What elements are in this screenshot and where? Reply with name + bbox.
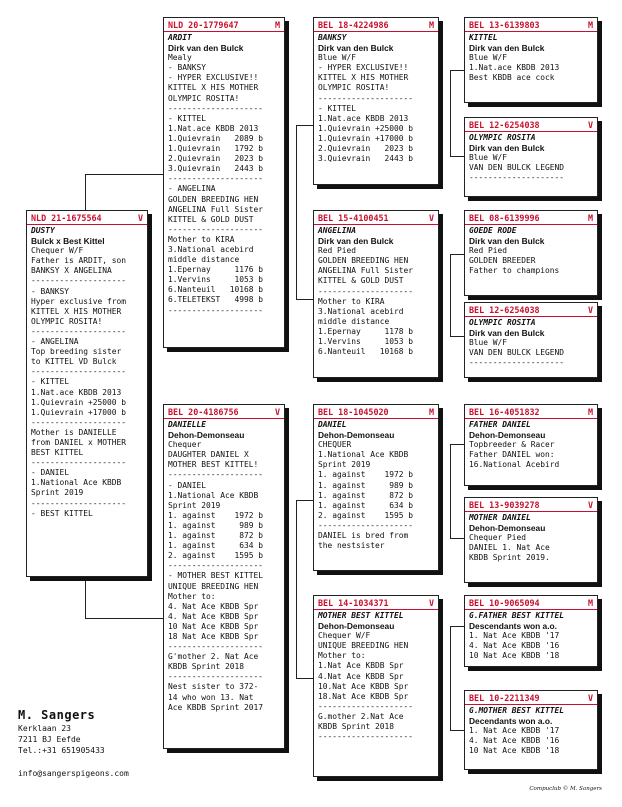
info-line: - HYPER EXCLUSIVE!! <box>318 63 409 73</box>
info-line: G.mother 2.Nat Ace <box>318 711 404 721</box>
info-line: 1.Vervins 1053 b <box>168 275 264 285</box>
pigeon-name: GOEDE RODE <box>469 226 517 235</box>
info-line: UNIQUE BREEDING HEN <box>168 581 259 591</box>
info-line: OLYMPIC ROSITA! <box>168 93 240 103</box>
ring-number: BEL 20-4186756 <box>168 407 239 417</box>
info-line: -------------------- <box>469 358 565 368</box>
info-line: GOLDEN BREEDING HEN <box>168 194 259 204</box>
connector-line <box>85 578 86 618</box>
info-line: - BANKSY <box>168 63 207 73</box>
info-line: Chequer W/F <box>31 246 84 256</box>
info-line: 1.Quievrain 2089 b <box>168 133 264 143</box>
connector-line <box>450 626 451 730</box>
info-line: 2.Quievrain 2023 b <box>168 154 264 164</box>
sex-label: V <box>587 693 593 703</box>
owner-phone: Tel.:+31 651905433 <box>18 746 105 755</box>
info-line: Blue W/F <box>318 53 357 63</box>
connector-line <box>450 444 464 445</box>
card-header <box>465 20 597 32</box>
info-line: -------------------- <box>318 93 414 103</box>
info-line: middle distance <box>318 316 390 326</box>
info-line: Nest sister to 372- <box>168 682 259 692</box>
breeder-name: Descendants won a.o. <box>469 621 557 632</box>
info-line: -------------------- <box>168 174 264 184</box>
pigeon-name: DANIELLE <box>168 420 207 429</box>
info-line: Mother to KIRA <box>318 296 385 306</box>
info-line: DAUGHTER DANIEL X <box>168 450 249 460</box>
info-line: -------------------- <box>168 672 264 682</box>
info-line: Sprint 2019 <box>168 500 221 510</box>
info-line: -------------------- <box>31 367 127 377</box>
ring-number: BEL 18-4224986 <box>318 20 389 30</box>
info-line: 1. against 634 b <box>168 541 264 551</box>
card-header <box>465 213 597 225</box>
info-line: Red Pied <box>469 246 508 256</box>
owner-block <box>18 707 105 756</box>
info-line: -------------------- <box>31 417 127 427</box>
info-line: 1.Quievrain +17000 b <box>31 407 127 417</box>
info-line: 10 Nat Ace KBDB '18 <box>469 746 560 756</box>
pigeon-card-father-father[interactable] <box>313 17 439 185</box>
info-line: -------------------- <box>318 732 414 742</box>
info-line: - HYPER EXCLUSIVE!! <box>168 73 259 83</box>
info-line: 1. against 1972 b <box>318 470 414 480</box>
connector-line <box>85 618 163 619</box>
info-line: 10 Nat Ace KBDB Spr <box>168 621 259 631</box>
ring-number: BEL 13-6139803 <box>469 20 540 30</box>
info-line: Chequer <box>168 440 202 450</box>
breeder-name: Dirk van den Bulck <box>469 328 545 339</box>
info-line: Red Pied <box>318 246 357 256</box>
breeder-name: Dirk van den Bulck <box>469 236 545 247</box>
info-line: Mother to: <box>318 651 366 661</box>
pigeon-name: BANKSY <box>318 33 347 42</box>
card-header <box>465 693 597 705</box>
sex-label: M <box>587 20 593 30</box>
info-line: 18.Nat Ace KBDB Spr <box>318 691 409 701</box>
pigeon-name: ANGELINA <box>318 226 357 235</box>
breeder-name: Dirk van den Bulck <box>168 43 244 54</box>
info-line: to KITTEL VD Bulck <box>31 357 117 367</box>
breeder-name: Dehon-Demonseau <box>168 430 245 441</box>
info-line: from DANIEL x MOTHER <box>31 437 127 447</box>
ring-number: BEL 18-1045020 <box>318 407 389 417</box>
info-line: 1.Nat.ace KBDB 2013 <box>31 387 122 397</box>
info-line: middle distance <box>168 255 240 265</box>
pigeon-card-fmm[interactable] <box>464 302 598 378</box>
breeder-name: Dehon-Demonseau <box>469 523 546 534</box>
breeder-name: Decendants won a.o. <box>469 716 553 727</box>
info-line: - MOTHER BEST KITTEL <box>168 571 264 581</box>
info-line: Father is ARDIT, son <box>31 256 127 266</box>
info-line: the nestsister <box>318 541 385 551</box>
footer-credit: Compuclub © M. Sangers <box>529 786 602 792</box>
connector-line <box>450 254 451 336</box>
info-line: -------------------- <box>318 286 414 296</box>
info-line: -------------------- <box>168 103 264 113</box>
pigeon-name: G.MOTHER BEST KITTEL <box>469 706 565 715</box>
info-line: 1.Nat.ace KBDB 2013 <box>469 63 560 73</box>
owner-address-line: Kerklaan 23 <box>18 724 71 733</box>
card-header <box>465 305 597 317</box>
info-line: BANKSY X ANGELINA <box>31 266 112 276</box>
info-line: 2.Quievrain 2023 b <box>318 144 414 154</box>
sex-label: M <box>274 20 280 30</box>
connector-line <box>296 678 313 679</box>
connector-line <box>450 444 451 538</box>
sex-label: V <box>587 305 593 315</box>
info-line: Blue W/F <box>469 338 508 348</box>
connector-line <box>450 70 464 71</box>
connector-line <box>450 254 464 255</box>
info-line: 2. against 1595 b <box>168 551 264 561</box>
info-line: GOLDEN BREEDING HEN <box>318 256 409 266</box>
info-line: -------------------- <box>168 470 264 480</box>
card-header <box>314 407 438 419</box>
info-line: 1.Epernay 1176 b <box>168 265 264 275</box>
info-line: 4. Nat Ace KBDB '16 <box>469 736 560 746</box>
info-line: 4. Nat Ace KBDB '16 <box>469 641 560 651</box>
info-line: 4. Nat Ace KBDB Spr <box>168 601 259 611</box>
connector-line <box>296 125 313 126</box>
card-header <box>465 407 597 419</box>
info-line: 1.Epernay 1178 b <box>318 326 414 336</box>
info-line: Sprint 2019 <box>318 460 371 470</box>
pigeon-name: OLYMPIC ROSITA <box>469 133 536 142</box>
ring-number: BEL 16-4051832 <box>469 407 540 417</box>
info-line: - BEST KITTEL <box>31 508 93 518</box>
pigeon-name: FATHER DANIEL <box>469 420 531 429</box>
breeder-name: Dirk van den Bulck <box>469 143 545 154</box>
pigeon-card-mff[interactable] <box>464 404 598 486</box>
info-line: 1.National Ace KBDB <box>318 450 409 460</box>
info-line: Hyper exclusive from <box>31 296 127 306</box>
info-line: 1.Quievrain +25000 b <box>31 397 127 407</box>
pigeon-card-fff[interactable] <box>464 17 598 103</box>
info-line: 4.Nat Ace KBDB Spr <box>318 671 404 681</box>
card-header <box>164 20 284 32</box>
breeder-name: Dirk van den Bulck <box>318 236 394 247</box>
info-line: -------------------- <box>469 173 565 183</box>
info-line: VAN DEN BULCK LEGEND <box>469 348 565 358</box>
breeder-name: Dehon-Demonseau <box>318 621 395 632</box>
card-header <box>27 213 147 225</box>
pigeon-name: MOTHER DANIEL <box>469 513 531 522</box>
pigeon-card-mmm[interactable] <box>464 690 598 770</box>
info-line: 1.Nat.ace KBDB 2013 <box>318 113 409 123</box>
info-line: -------------------- <box>168 561 264 571</box>
info-line: 10 Nat Ace KBDB '18 <box>469 651 560 661</box>
connector-line <box>450 626 464 627</box>
info-line: CHEQUER <box>318 440 352 450</box>
breeder-name: Dehon-Demonseau <box>318 430 395 441</box>
info-line: - KITTEL <box>168 113 207 123</box>
info-line: Father DANIEL won: <box>469 450 555 460</box>
info-line: Chequer Pied <box>469 533 527 543</box>
owner-email[interactable]: info@sangerspigeons.com <box>18 769 129 778</box>
info-line: 3.National acebird <box>168 244 254 254</box>
info-line: Mealy <box>168 53 192 63</box>
connector-line <box>450 730 464 731</box>
connector-line <box>85 174 163 175</box>
info-line: UNIQUE BREEDING HEN <box>318 641 409 651</box>
breeder-name: Dehon-Demonseau <box>469 430 546 441</box>
connector-line <box>450 538 464 539</box>
info-line: 1. Nat Ace KBDB '17 <box>469 726 560 736</box>
ring-number: BEL 10-9065094 <box>469 598 540 608</box>
info-line: KBDB Sprint 2018 <box>168 662 245 672</box>
card-header <box>465 120 597 132</box>
pigeon-card-mmf[interactable] <box>464 595 598 667</box>
info-line: VAN DEN BULCK LEGEND <box>469 163 565 173</box>
info-line: G'mother 2. Nat Ace <box>168 652 259 662</box>
info-line: 1. against 989 b <box>168 520 264 530</box>
info-line: - ANGELINA <box>31 337 79 347</box>
info-line: 3.Quievrain 2443 b <box>318 154 414 164</box>
info-line: 1.Nat.ace KBDB 2013 <box>168 123 259 133</box>
info-line: KITTEL & GOLD DUST <box>318 276 404 286</box>
sex-label: M <box>587 598 593 608</box>
card-header <box>314 598 438 610</box>
pigeon-card-mother[interactable] <box>163 404 285 749</box>
sex-label: M <box>587 407 593 417</box>
breeder-name: Dirk van den Bulck <box>318 43 394 54</box>
info-line: 2. against 1595 b <box>318 510 414 520</box>
pigeon-card-ffm[interactable] <box>464 117 598 197</box>
info-line: 4. Nat Ace KBDB Spr <box>168 611 259 621</box>
info-line: 1. against 872 b <box>318 490 414 500</box>
info-line: KITTEL X HIS MOTHER <box>318 73 409 83</box>
info-line: Mother is DANIELLE <box>31 427 117 437</box>
pigeon-name: G.FATHER BEST KITTEL <box>469 611 565 620</box>
info-line: OLYMPIC ROSITA! <box>31 316 103 326</box>
info-line: Father to champions <box>469 266 560 276</box>
breeder-name: Bulck x Best Kittel <box>31 236 105 247</box>
ring-number: BEL 13-9039278 <box>469 500 540 510</box>
info-line: -------------------- <box>31 326 127 336</box>
connector-line <box>296 125 297 299</box>
connector-line <box>450 156 464 157</box>
info-line: 1.National Ace KBDB <box>31 478 122 488</box>
info-line: Blue W/F <box>469 153 508 163</box>
ring-number: BEL 12-6254038 <box>469 305 540 315</box>
info-line: 18 Nat Ace KBDB Spr <box>168 631 259 641</box>
info-line: 1.Quievrain 1792 b <box>168 144 264 154</box>
info-line: Topbreeder & Racer <box>469 440 555 450</box>
info-line: OLYMPIC ROSITA! <box>318 83 390 93</box>
info-line: - KITTEL <box>31 377 70 387</box>
ring-number: NLD 20-1779647 <box>168 20 239 30</box>
info-line: 1.National Ace KBDB <box>168 490 259 500</box>
info-line: KITTEL X HIS MOTHER <box>31 306 122 316</box>
pigeon-name: OLYMPIC ROSITA <box>469 318 536 327</box>
info-line: - DANIEL <box>168 480 207 490</box>
sex-label: V <box>137 213 143 223</box>
info-line: Mother to KIRA <box>168 234 235 244</box>
owner-name: M. Sangers <box>18 708 96 722</box>
info-line: Sprint 2019 <box>31 488 84 498</box>
info-line: - ANGELINA <box>168 184 216 194</box>
info-line: - KITTEL <box>318 103 357 113</box>
connector-line <box>450 336 464 337</box>
card-header <box>314 213 438 225</box>
info-line: Best KBDB ace cock <box>469 73 555 83</box>
info-line: 1.Nat Ace KBDB Spr <box>318 661 404 671</box>
info-line: -------------------- <box>318 520 414 530</box>
info-line: -------------------- <box>318 701 414 711</box>
pigeon-card-mother-mother[interactable] <box>313 595 439 777</box>
info-line: Chequer W/F <box>318 631 371 641</box>
info-line: GOLDEN BREEDER <box>469 256 536 266</box>
pigeon-card-mother-father[interactable] <box>313 404 439 571</box>
connector-line <box>450 70 451 156</box>
info-line: BEST KITTEL <box>31 448 84 458</box>
info-line: -------------------- <box>31 276 127 286</box>
info-line: Ace KBDB Sprint 2017 <box>168 702 264 712</box>
pigeon-name: DUSTY <box>31 226 55 235</box>
info-line: ANGELINA Full Sister <box>318 266 414 276</box>
info-line: ANGELINA Full Sister <box>168 204 264 214</box>
info-line: -------------------- <box>168 642 264 652</box>
owner-address-line: 7211 BJ Eefde <box>18 735 81 744</box>
info-line: 1. against 1972 b <box>168 510 264 520</box>
ring-number: BEL 12-6254038 <box>469 120 540 130</box>
info-line: 1.Quievrain +17000 b <box>318 133 414 143</box>
ring-number: BEL 15-4100451 <box>318 213 389 223</box>
sex-label: V <box>587 500 593 510</box>
info-line: -------------------- <box>31 458 127 468</box>
sex-label: V <box>274 407 280 417</box>
info-line: 1.Vervins 1053 b <box>318 337 414 347</box>
sex-label: M <box>587 213 593 223</box>
info-line: -------------------- <box>31 498 127 508</box>
ring-number: BEL 14-1034371 <box>318 598 389 608</box>
info-line: KITTEL & GOLD DUST <box>168 214 254 224</box>
info-line: 14 who won 13. Nat <box>168 692 254 702</box>
info-line: -------------------- <box>168 305 264 315</box>
card-header <box>465 500 597 512</box>
info-line: KBDB Sprint 2019. <box>469 553 550 563</box>
pigeon-card-main[interactable] <box>26 210 148 577</box>
ring-number: BEL 10-2211349 <box>469 693 540 703</box>
info-line: - DANIEL <box>31 468 70 478</box>
pigeon-name: KITTEL <box>469 33 498 42</box>
info-line: 1.Quievrain +25000 b <box>318 123 414 133</box>
connector-line <box>296 500 313 501</box>
pigeon-card-fmf[interactable] <box>464 210 598 296</box>
sex-label: M <box>428 407 434 417</box>
breeder-name: Dirk van den Bulck <box>469 43 545 54</box>
info-line: - BANKSY <box>31 286 70 296</box>
ring-number: BEL 08-6139996 <box>469 213 540 223</box>
info-line: 3.National acebird <box>318 306 404 316</box>
info-line: KBDB Sprint 2018 <box>318 722 395 732</box>
connector-line <box>296 299 313 300</box>
pigeon-card-mfm[interactable] <box>464 497 598 583</box>
info-line: 1. Nat Ace KBDB '17 <box>469 631 560 641</box>
info-line: 6.TELETEKST 4998 b <box>168 295 264 305</box>
info-line: DANIEL is bred from <box>318 531 409 541</box>
pigeon-name: MOTHER BEST KITTEL <box>318 611 404 620</box>
info-line: Top breeding sister <box>31 347 122 357</box>
ring-number: NLD 21-1675564 <box>31 213 102 223</box>
info-line: 6.Nanteuil 10168 b <box>168 285 264 295</box>
info-line: 3.Quievrain 2443 b <box>168 164 264 174</box>
info-line: 16.National Acebird <box>469 460 560 470</box>
pigeon-card-father[interactable] <box>163 17 285 348</box>
sex-label: V <box>428 213 434 223</box>
info-line: -------------------- <box>168 224 264 234</box>
sex-label: V <box>587 120 593 130</box>
info-line: Blue W/F <box>469 53 508 63</box>
info-line: Mother to: <box>168 591 216 601</box>
info-line: DANIEL 1. Nat Ace <box>469 543 550 553</box>
info-line: 1. against 634 b <box>318 500 414 510</box>
sex-label: M <box>428 20 434 30</box>
info-line: 6.Nanteuil 10168 b <box>318 347 414 357</box>
info-line: 1. against 989 b <box>318 480 414 490</box>
info-line: 1. against 872 b <box>168 531 264 541</box>
card-header <box>314 20 438 32</box>
info-line: KITTEL X HIS MOTHER <box>168 83 259 93</box>
connector-line <box>296 500 297 678</box>
card-header <box>164 407 284 419</box>
info-line: 10.Nat Ace KBDB Spr <box>318 681 409 691</box>
card-header <box>465 598 597 610</box>
info-line: MOTHER BEST KITTEL! <box>168 460 259 470</box>
pigeon-name: DANIEL <box>318 420 347 429</box>
sex-label: V <box>428 598 434 608</box>
pigeon-name: ARDIT <box>168 33 192 42</box>
pigeon-card-father-mother[interactable] <box>313 210 439 378</box>
